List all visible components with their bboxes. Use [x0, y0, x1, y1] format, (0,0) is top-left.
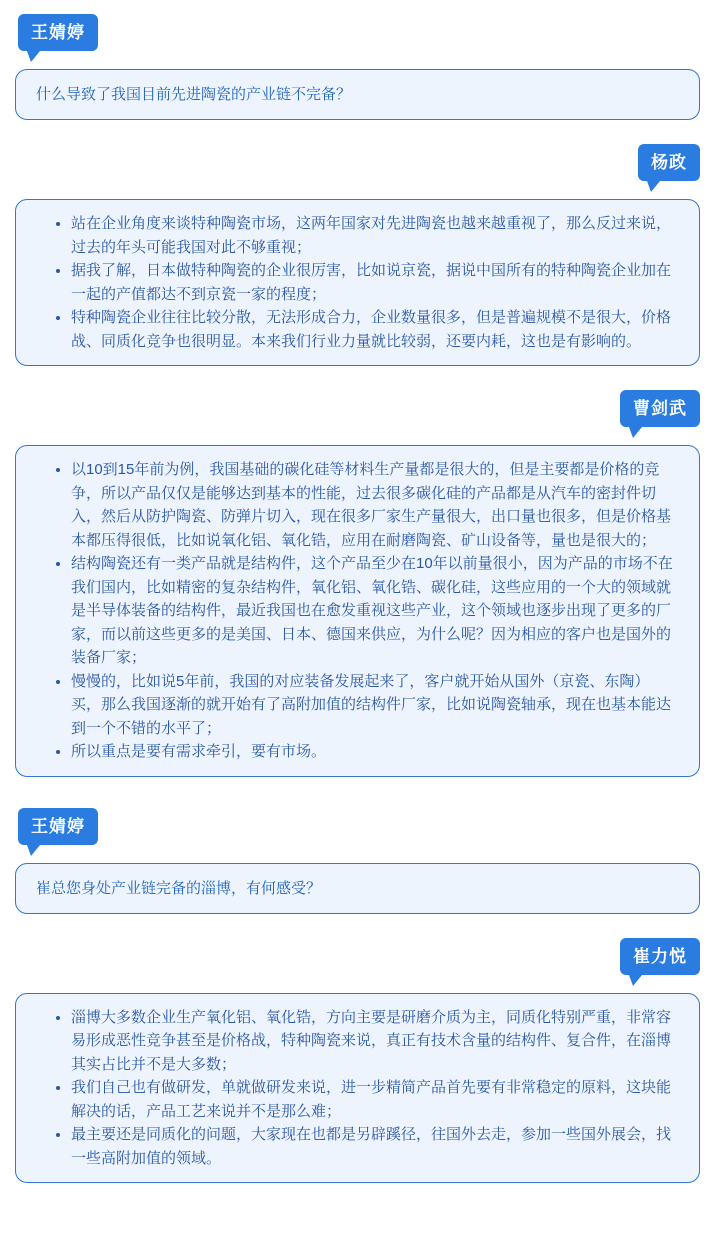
bullet-item: • 特种陶瓷企业往往比较分散，无法形成合力，企业数量很多，但是普遍规模不是很大，价格战、同质化竞争也很明显。本来我们行业力量就比较弱，还要内耗，这也是有影响的。 [71, 306, 679, 353]
question-bubble-2 [15, 863, 700, 914]
bullet-item: • 结构陶瓷还有一类产品就是结构件，这个产品至少在10年以前量很小，因为产品的市场不在我们国内，比如精密的复杂结构件，氧化铝、氧化锆、碳化硅，这些应用的一个大的领域就是半导体装备的结构件，最近我国也在愈发重视这些产业，这个领域也逐步出现了更多的厂家，而以前这些更多的是美国、日本、德国来供应，为什么呢？因为相应的客户也是国外的装备厂家； [71, 552, 679, 670]
bullet-list [36, 1006, 679, 1171]
message-answer-cuiliyue [15, 938, 700, 1184]
bullet-item: • 站在企业角度来谈特种陶瓷市场，这两年国家对先进陶瓷也越来越重视了，那么反过来说，过去的年头可能我国对此不够重视； [71, 212, 679, 259]
speaker-row [15, 390, 700, 427]
answer-bubble-cuiliyue [15, 993, 700, 1184]
speaker-badge-wangjingting: 王婧婷 [18, 14, 98, 51]
speaker-row [15, 14, 700, 51]
bullet-item: • 淄博大多数企业生产氧化铝、氧化锆，方向主要是研磨介质为主，同质化特别严重，非常容易形成恶性竞争甚至是价格战，特种陶瓷来说，真正有技术含量的结构件、复合件，在淄博其实占比并不是大多数； [71, 1006, 679, 1077]
bullet-item: • 慢慢的，比如说5年前，我国的对应装备发展起来了，客户就开始从国外（京瓷、东陶）买，那么我国逐渐的就开始有了高附加值的结构件厂家，比如说陶瓷轴承，现在也基本能达到一个不错的水平了； [71, 670, 679, 741]
speaker-badge-wangjingting: 王婧婷 [18, 808, 98, 845]
bullet-item: • 所以重点是要有需求牵引，要有市场。 [71, 740, 679, 764]
speaker-row [15, 938, 700, 975]
question-text: 崔总您身处产业链完备的淄博，有何感受？ [36, 879, 322, 897]
message-answer-yangzheng [15, 144, 700, 366]
bullet-list [36, 458, 679, 764]
message-answer-caojianwu [15, 390, 700, 777]
question-bubble-1 [15, 69, 700, 120]
bullet-list [36, 212, 679, 353]
speaker-badge-caojianwu: 曹剑武 [620, 390, 700, 427]
bullet-item: • 以10到15年前为例，我国基础的碳化硅等材料生产量都是很大的，但是主要都是价格的竞争，所以产品仅仅是能够达到基本的性能，过去很多碳化硅的产品都是从汽车的密封件切入，然后从防护陶瓷、防弹片切入，现在很多厂家生产量很大，出口量也很多，但是价格基本都压得很低，比如说氧化铝、氧化锆，应用在耐磨陶瓷、矿山设备等，量也是很大的； [71, 458, 679, 552]
speaker-badge-cuiliyue: 崔力悦 [620, 938, 700, 975]
bullet-item: • 我们自己也有做研发，单就做研发来说，进一步精简产品首先要有非常稳定的原料，这块能解决的话，产品工艺来说并不是那么难； [71, 1076, 679, 1123]
bullet-item: • 据我了解，日本做特种陶瓷的企业很厉害，比如说京瓷，据说中国所有的特种陶瓷企业加在一起的产值都达不到京瓷一家的程度； [71, 259, 679, 306]
question-text: 什么导致了我国目前先进陶瓷的产业链不完备？ [36, 86, 352, 103]
answer-bubble-yangzheng [15, 199, 700, 366]
speaker-badge-yangzheng: 杨政 [638, 144, 700, 181]
bullet-item: • 最主要还是同质化的问题，大家现在也都是另辟蹊径，往国外去走，参加一些国外展会，找一些高附加值的领域。 [71, 1123, 679, 1170]
answer-bubble-caojianwu [15, 445, 700, 777]
message-question-2 [15, 808, 700, 914]
speaker-row [15, 808, 700, 845]
speaker-row [15, 144, 700, 181]
message-question-1 [15, 14, 700, 120]
